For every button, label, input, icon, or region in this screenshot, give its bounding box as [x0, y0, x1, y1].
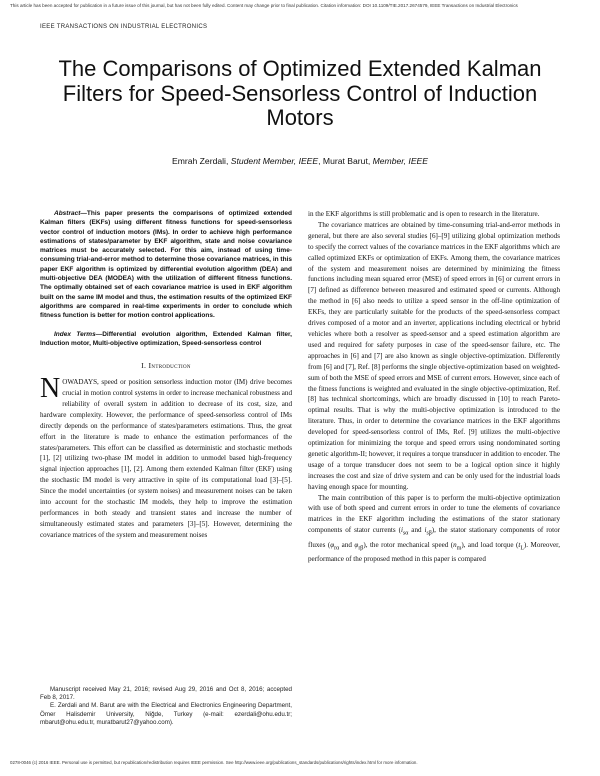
- author-1-role: Student Member, IEEE: [230, 156, 319, 166]
- footnote: [40, 686, 292, 727]
- author-line: [40, 156, 560, 166]
- contribution-text-d: ), and load torque (: [461, 540, 519, 549]
- math-and: and: [339, 540, 355, 549]
- paper-title: The Comparisons of Optimized Extended Kalman Filters for Speed-Sensorless Control of Induction Motors: [58, 56, 542, 130]
- copyright-footer: 0278-0046 (c) 2016 IEEE. Personal use is permitted, but republication/redistribution requires IEEE permission. See http://www.ieee.org/publications_standards/publications/rights/index.html for more information.: [10, 760, 418, 765]
- math-i: i: [400, 526, 403, 535]
- index-terms: [40, 330, 292, 349]
- math-sub: sα: [402, 530, 409, 537]
- contribution-text-a: The main contribution of this paper is to perform the multi-objective optimization with use of both speed and current errors in order to tune the elements of covariance matrices in the EKF algorithm including the estimations of the stator stationary components of stator currents (: [308, 493, 560, 535]
- math-phi: φ: [330, 540, 335, 549]
- author-separator: , Murat Barut,: [318, 156, 371, 166]
- math-n: n: [453, 540, 457, 549]
- publication-notice: This article has been accepted for publication in a future issue of this journal, but has not been fully edited. Content may change prior to final publication. Citation information: DOI 10.1109/TIE.2017.2674579, IEEE Transactions on Industrial Electronics: [10, 3, 518, 8]
- right-column: [308, 209, 560, 565]
- right-paragraph-2: [308, 493, 560, 565]
- intro-text: speed or position sensorless induction motor (IM) drive becomes crucial in motion control systems in order to increase mechanical robustness and reliability of overall system in addition to decrease of its cost, size, and hardware complexity. However, the performance of speed-sensorless control of IMs directly depends on the performance of states/parameters estimations. Thus, the great effort in the literature is made to enhance the estimation performances of the states/parameters. This effort can be classified as deterministic and stochastic methods [1], [2] utilizing two-phase IM model in addition to unmodel based high-frequency signal injection approaches [1], [2]. Among them extended Kalman filter (EKF) using the stochastic IM model is very attractive in spite of its computational load [3]–[5]. Since the model uncertainties (or system noises) and measurement noises can be taken into account for the stochastic IM models, they help to improve the estimation performances in both steady and transient states and increase the number of simultaneously estimated states and parameters [3]–[5]. However, determining the covariance matrices of the system and measurement noises: [40, 378, 292, 539]
- index-terms-label: Index Terms: [54, 330, 96, 338]
- math-t: t: [518, 540, 521, 549]
- drop-cap: N: [40, 373, 61, 405]
- right-paragraph-0: in the EKF algorithms is still problematic and is open to research in the literature.: [308, 210, 540, 218]
- math-sub: rα: [334, 545, 340, 551]
- math-i: i: [424, 526, 427, 535]
- contribution-text-e: ). Moreover, performance of the proposed method in this paper is compared: [308, 540, 560, 563]
- intro-paragraph: [40, 373, 292, 541]
- journal-name: IEEE TRANSACTIONS ON INDUSTRIAL ELECTRONICS: [40, 24, 208, 30]
- intro-lead-word: OWADAYS,: [62, 378, 99, 387]
- right-paragraph-1: The covariance matrices are obtained by time-consuming trial-and-error methods in general, but there are also several studies [6]–[9] utilizing global optimization methods to specify the correct values of the covariance matrices in the EKF algorithms which are called optimized EKFs or optimization of EKFs. Among them, the covariance matrices of the system and measurement noises are determined by minimizing the fitness functions including mean squared error (MSE) of speed errors in [6] or current errors in [7] defined as difference between measured and estimated speed or currents. Although the method in [6] also needs to utilize a speed sensor in the off-line optimization of EKFs, they are particularly suitable for the products of the speed-sensorless compact drives composed of a motor and an inverter, applications including electrical or hybrid vehicles where both a resolver as speed-sensor and a speed estimation algorithm are used and required for safety purposes in case of the speed-sensor failure, etc. The approaches in [6] and [7] are also known as single objective-optimization. Differently from [6] and [7], Ref. [8] performs the single objective-optimization based on weighted-sum of both the MSE of speed errors and MSE of current errors. However, since each of the fitness functions is weighted and evaluated in the single objective-optimization, Ref. [8] has technical shortcomings, which are broadly discussed in [10] to reach Pareto-optimal results. That is why the multi-objective optimization is introduced to the literature. Thus, in order to determine the covariance matrices in the EKF algorithms developed for speed-sensorless control of IMs, Ref. [9] utilizes the multi-objective optimization for minimizing the torque and speed errors using nondominated sorting genetic algorithm-II; however, it requires a torque transducer in addition to encoder. The usage of a torque transducer does not seem to be a logical option since it highly increases the cost and size of drive system and can be only used for the industrial loads having enough space for mounting.: [308, 220, 560, 491]
- author-2-role: Member, IEEE: [372, 156, 429, 166]
- footnote-affiliation: E. Zerdali and M. Barut are with the Electrical and Electronics Engineering Department, Ömer Halisdemir University, Niğde, Turkey (e-mail: ezerdali@ohu.edu.tr; mbarut@ohu.edu.tr, muratbarut27@yahoo.com).: [40, 702, 292, 726]
- author-1: Emrah Zerdali,: [171, 156, 229, 166]
- math-sub: rβ: [358, 545, 364, 551]
- math-sub: L: [520, 545, 524, 551]
- section-heading-introduction: I. Introduction: [141, 361, 191, 371]
- math-sub: sβ: [426, 530, 432, 537]
- abstract: [40, 209, 292, 321]
- abstract-text: —This paper presents the comparisons of optimized extended Kalman filters (EKFs) using different fitness functions for speed-sensorless vector control of induction motors (IMs). In order to achieve high performance estimations of states/parameter by EKF algorithm, state and noise covariance matrices must be accurately selected. For this aim, instead of using time-consuming trial-and-error method to determine those covariance matrices, in this paper EKF algorithm is optimized by differential evolution algorithm (DEA) and multi-objective DEA (MODEA) with the utilization of different fitness functions. The optimally obtained set of each covariance matrice is used in EKF algorithm built on the same IM model and thus, the estimation results of the optimized EKF algorithms are compared in real-time experiments in order to conclude which fitness function is better for motion control applications.: [40, 210, 292, 320]
- footnote-manuscript: Manuscript received May 21, 2016; revised Aug 29, 2016 and Oct 8, 2016; accepted Feb 8, 2017.: [40, 686, 292, 702]
- contribution-text-b: ), the stator stationary components of rotor fluxes (: [308, 526, 560, 549]
- index-terms-text: —Differential evolution algorithm, Extended Kalman filter, Induction motor, Multi-objective optimization, Speed-sensorless control: [40, 330, 292, 347]
- math-sub: m: [456, 545, 462, 551]
- contribution-text-c: ), the rotor mechanical speed (: [363, 540, 454, 549]
- math-phi: φ: [354, 540, 359, 549]
- math-and: and: [408, 526, 425, 535]
- abstract-label: Abstract: [54, 210, 81, 217]
- left-column: [40, 209, 292, 541]
